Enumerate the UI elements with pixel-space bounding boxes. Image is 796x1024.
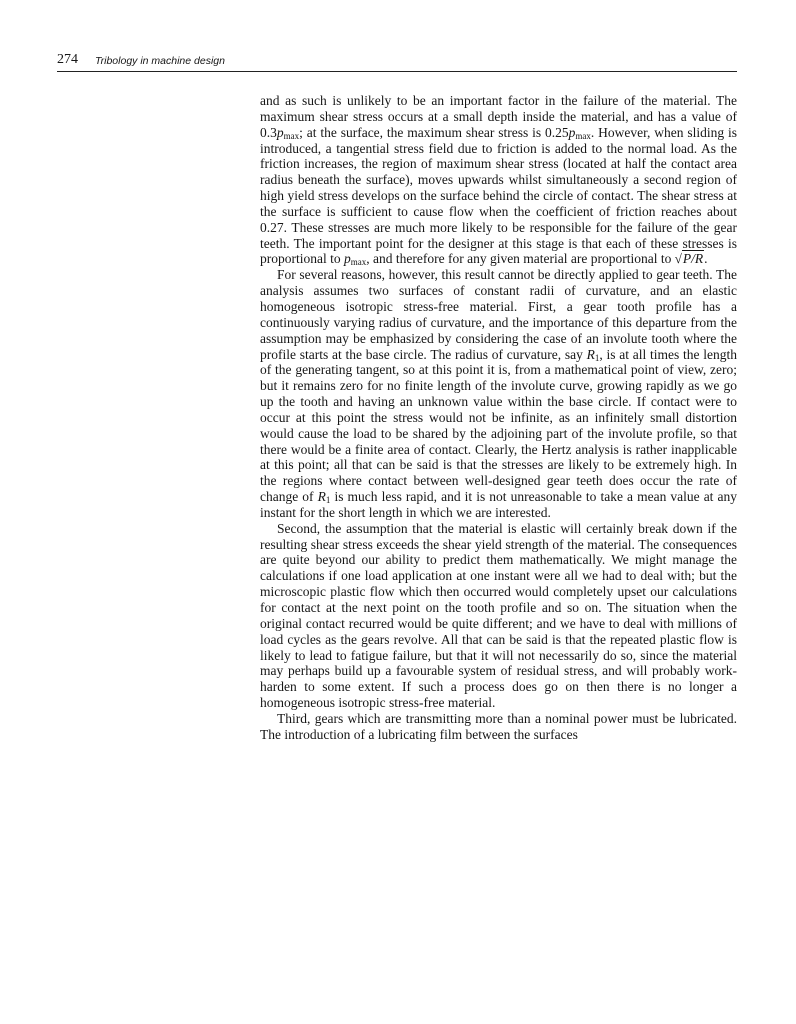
math-variable: R	[317, 489, 326, 505]
subscript: 1	[325, 495, 331, 506]
running-title: Tribology in machine design	[95, 55, 225, 67]
text-run: . However, when sliding is introduced, a tangential stress field due to friction is added to the normal load. As the friction increases, the region of maximum shear stress (located at half the contact area radius beneath the surface), moves upwards whilst simultaneously a second region of high yield stress develops on the surface behind the circle of contact. The shear stress at the surface is sufficient to cause flow when the coefficient of friction reaches about 0.27. These stresses are much more likely to be responsible for the failure of the gear teeth. The important point for the designer at this stage is that each of these stresses is proportional to	[260, 124, 737, 267]
page-header	[57, 51, 737, 73]
radicand: P/R	[682, 251, 704, 267]
subscript: max	[283, 130, 300, 141]
header-rule	[57, 71, 737, 72]
subscript: max	[575, 130, 591, 141]
square-root-expression: √P/R	[674, 251, 704, 267]
text-run: For several reasons, however, this result cannot be directly applied to gear teeth. The analysis assumes two surfaces of constant radii of curvature, and an elastic homogeneous isotropic stress-free material. First, a gear tooth profile has a continuously varying radius of curvature, and the importance of this departure from the assumption may be emphasized by considering the case of an involute tooth where the profile starts at the base circle. The radius of curvature, say	[260, 267, 737, 362]
text-run: Second, the assumption that the material is elastic will certainly break down if the resulting shear stress exceeds the shear yield strength of the material. The consequences are quite beyond our ability to predict them mathematically. We might manage the calculations if one load application at one instant were all we had to deal with; but the microscopic plastic flow which then occurred would completely upset our calculations for contact at the next point on the tooth profile and so on. The situation when the original contact recurred would be quite different; and we have to deal with millions of load cycles as the gears revolve. All that can be said is that the repeated plastic flow is likely to lead to fatigue failure, but that it will not necessarily do so, since the material may perhaps build up a favourable system of residual stress, and will probably work-harden to some extent. If such a process does go on then there is no longer a homogeneous isotropic stress-free material.	[260, 520, 737, 711]
body-text	[260, 93, 737, 743]
text-run: Third, gears which are transmitting more than a nominal power must be lubricated. The introduction of a lubricating film between the surfaces	[260, 710, 737, 742]
text-run: and as such is unlikely to be an important factor in the failure of the material. The maximum shear stress occurs at a small depth inside the material, and has a value of 0.3	[260, 93, 737, 140]
subscript: max	[350, 257, 367, 268]
paragraph	[260, 711, 737, 743]
text-run: .	[704, 251, 708, 267]
math-variable: p	[344, 251, 351, 267]
paragraph	[260, 521, 737, 711]
paragraph	[260, 93, 737, 267]
paragraph	[260, 267, 737, 521]
text-run: ; at the surface, the maximum shear stress is 0.25	[299, 124, 569, 140]
text-run: , is at all times the length of the generating tangent, so at this point it is, from a mathematical point of view, zero; but it remains zero for no finite length of the involute curve, growing rapidly as we go up the tooth and having an unknown value within the base circle. If contact were to occur at this point the stress would not be infinite, as an infinitely small distortion would cause the load to be shared by the adjoining part of the involute profile, so that there would be a finite area of contact. Clearly, the Hertz analysis is rather inapplicable at this point; all that can be said is that the stresses are likely to be extremely high. In the regions where contact between well-designed gear teeth does occur the rate of change of	[260, 346, 737, 505]
page-number: 274	[57, 52, 78, 67]
math-variable: R	[586, 346, 595, 362]
text-run: , and therefore for any given material are proportional to	[366, 251, 675, 267]
text-run: is much less rapid, and it is not unreasonable to take a mean value at any instant for the short length in which we are interested.	[260, 489, 737, 520]
subscript: 1	[594, 352, 600, 363]
math-variable: p	[568, 124, 576, 140]
math-variable: p	[276, 124, 284, 140]
